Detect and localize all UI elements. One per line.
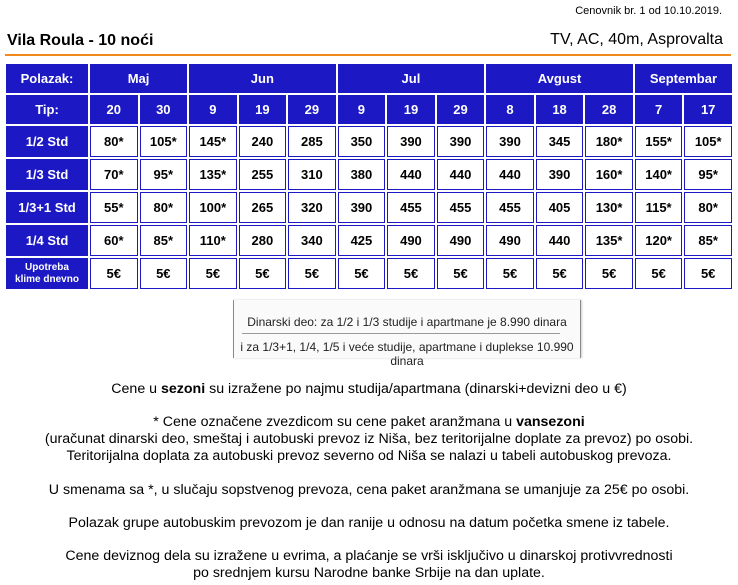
polazak-label: Polazak:: [6, 64, 88, 93]
accommodation-features: TV, AC, 40m, Asprovalta: [550, 31, 723, 48]
price-cell: 390: [486, 126, 534, 157]
date-header: 19: [387, 95, 435, 124]
clima-label-line1: Upotreba: [25, 261, 69, 273]
price-cell: 425: [338, 225, 386, 256]
room-type-label: 1/4 Std: [6, 225, 88, 256]
clima-price-cell: 5€: [684, 258, 732, 289]
price-cell: 130*: [585, 192, 633, 223]
price-cell: 155*: [635, 126, 683, 157]
info-own-transport: U smenama sa *, u slučaju sopstvenog prevoza, cena paket aranžmana se umanjuje za 25€ po osobi.: [48, 482, 690, 498]
price-cell: 145*: [189, 126, 237, 157]
info-p1-pre: Cene u: [111, 381, 161, 397]
price-cell: 390: [387, 126, 435, 157]
room-type-label: 1/3+1 Std: [6, 192, 88, 223]
date-header: 19: [239, 95, 287, 124]
price-list-number: Cenovnik br. 1 od 10.10.2019.: [575, 5, 722, 17]
date-header: 7: [635, 95, 683, 124]
date-header: 17: [684, 95, 732, 124]
header-bar: [5, 28, 731, 56]
date-header: 8: [486, 95, 534, 124]
date-header: 30: [140, 95, 188, 124]
price-cell: 80*: [684, 192, 732, 223]
date-header: 9: [338, 95, 386, 124]
price-cell: 455: [387, 192, 435, 223]
clima-price-cell: 5€: [338, 258, 386, 289]
info-p2-line2: (uračunat dinarski deo, smeštaj i autobuski prevoz iz Niša, bez teritorijalne doplate za prevoz) po osobi.: [44, 431, 694, 447]
info-p5-line2: po srednjem kursu Narodne banke Srbije na dan uplate.: [193, 565, 545, 581]
price-cell: 440: [437, 159, 485, 190]
date-header: 20: [90, 95, 138, 124]
clima-price-cell: 5€: [90, 258, 138, 289]
clima-price-cell: 5€: [536, 258, 584, 289]
price-cell: 60*: [90, 225, 138, 256]
price-cell: 135*: [585, 225, 633, 256]
info-p5-line1: Cene deviznog dela su izražene u evrima, a plaćanje se vrši isključivo u dinarskoj protivvrednosti: [65, 548, 673, 564]
price-cell: 440: [536, 225, 584, 256]
price-cell: 85*: [684, 225, 732, 256]
price-cell: 490: [387, 225, 435, 256]
price-cell: 490: [486, 225, 534, 256]
info-bus-departure: Polazak grupe autobuskim prevozom je dan ranije u odnosu na datum početka smene iz tabele.: [68, 515, 670, 531]
table-row: [6, 159, 732, 190]
price-cell: 320: [288, 192, 336, 223]
dinarski-note-line1: Dinarski deo: za 1/2 i 1/3 studije i apartmane je 8.990 dinara: [247, 315, 567, 329]
date-header: 29: [288, 95, 336, 124]
info-season-prices: [0, 381, 738, 398]
price-cell: 105*: [684, 126, 732, 157]
price-cell: 110*: [189, 225, 237, 256]
month-header: Maj: [90, 64, 187, 93]
clima-price-cell: 5€: [486, 258, 534, 289]
room-type-label: 1/3 Std: [6, 159, 88, 190]
clima-label: [6, 258, 88, 289]
price-cell: 405: [536, 192, 584, 223]
price-cell: 345: [536, 126, 584, 157]
date-header: 18: [536, 95, 584, 124]
price-cell: 85*: [140, 225, 188, 256]
clima-price-cell: 5€: [387, 258, 435, 289]
price-cell: 115*: [635, 192, 683, 223]
price-cell: 390: [437, 126, 485, 157]
price-cell: 55*: [90, 192, 138, 223]
price-cell: 440: [486, 159, 534, 190]
note-divider: [242, 333, 560, 334]
price-cell: 240: [239, 126, 287, 157]
info-p1-bold: sezoni: [161, 381, 206, 397]
price-table: [4, 62, 734, 291]
price-cell: 440: [387, 159, 435, 190]
info-p1-post: su izražene po najmu studija/apartmana (dinarski+devizni deo u €): [205, 381, 627, 397]
clima-label-line2: klime dnevno: [15, 273, 79, 285]
month-header: Jun: [189, 64, 336, 93]
month-header: Jul: [338, 64, 485, 93]
price-cell: 265: [239, 192, 287, 223]
price-cell: 340: [288, 225, 336, 256]
price-cell: 95*: [684, 159, 732, 190]
date-header: 9: [189, 95, 237, 124]
price-cell: 285: [288, 126, 336, 157]
info-p2-pre: * Cene označene zvezdicom su cene paket aranžmana u: [153, 414, 517, 430]
price-cell: 80*: [90, 126, 138, 157]
table-row: [6, 192, 732, 223]
month-header: Avgust: [486, 64, 633, 93]
price-cell: 80*: [140, 192, 188, 223]
price-cell: 255: [239, 159, 287, 190]
clima-price-cell: 5€: [189, 258, 237, 289]
price-cell: 70*: [90, 159, 138, 190]
date-header: 28: [585, 95, 633, 124]
price-cell: 95*: [140, 159, 188, 190]
page-title: Vila Roula - 10 noći: [7, 32, 154, 49]
table-row-clima: [6, 258, 732, 289]
price-cell: 490: [437, 225, 485, 256]
tip-label: Tip:: [6, 95, 88, 124]
clima-price-cell: 5€: [288, 258, 336, 289]
price-cell: 140*: [635, 159, 683, 190]
clima-price-cell: 5€: [140, 258, 188, 289]
price-cell: 100*: [189, 192, 237, 223]
price-cell: 105*: [140, 126, 188, 157]
month-header: Septembar: [635, 64, 732, 93]
price-cell: 180*: [585, 126, 633, 157]
clima-price-cell: 5€: [635, 258, 683, 289]
info-p2-line3: Teritorijalna doplata za autobuski prevoz severno od Niša se nalazi u tabeli autobuskog prevoza.: [66, 448, 672, 464]
dinarski-note-line2: i za 1/3+1, 1/4, 1/5 i veće studije, apartmane i duplekse 10.990 dinara: [240, 340, 574, 368]
date-header-row: [6, 95, 732, 124]
clima-price-cell: 5€: [585, 258, 633, 289]
price-cell: 135*: [189, 159, 237, 190]
price-cell: 280: [239, 225, 287, 256]
price-cell: 350: [338, 126, 386, 157]
month-header-row: [6, 64, 732, 93]
info-offseason-note: [0, 414, 738, 465]
clima-price-cell: 5€: [437, 258, 485, 289]
room-type-label: 1/2 Std: [6, 126, 88, 157]
info-currency: [0, 548, 738, 582]
table-row: [6, 225, 732, 256]
date-header: 29: [437, 95, 485, 124]
table-row: [6, 126, 732, 157]
price-cell: 455: [486, 192, 534, 223]
price-cell: 160*: [585, 159, 633, 190]
info-p2-bold: vansezoni: [516, 414, 585, 430]
price-cell: 390: [536, 159, 584, 190]
price-cell: 310: [288, 159, 336, 190]
price-cell: 120*: [635, 225, 683, 256]
clima-price-cell: 5€: [239, 258, 287, 289]
price-cell: 380: [338, 159, 386, 190]
price-cell: 455: [437, 192, 485, 223]
price-cell: 390: [338, 192, 386, 223]
dinarski-note-box: [233, 300, 581, 368]
